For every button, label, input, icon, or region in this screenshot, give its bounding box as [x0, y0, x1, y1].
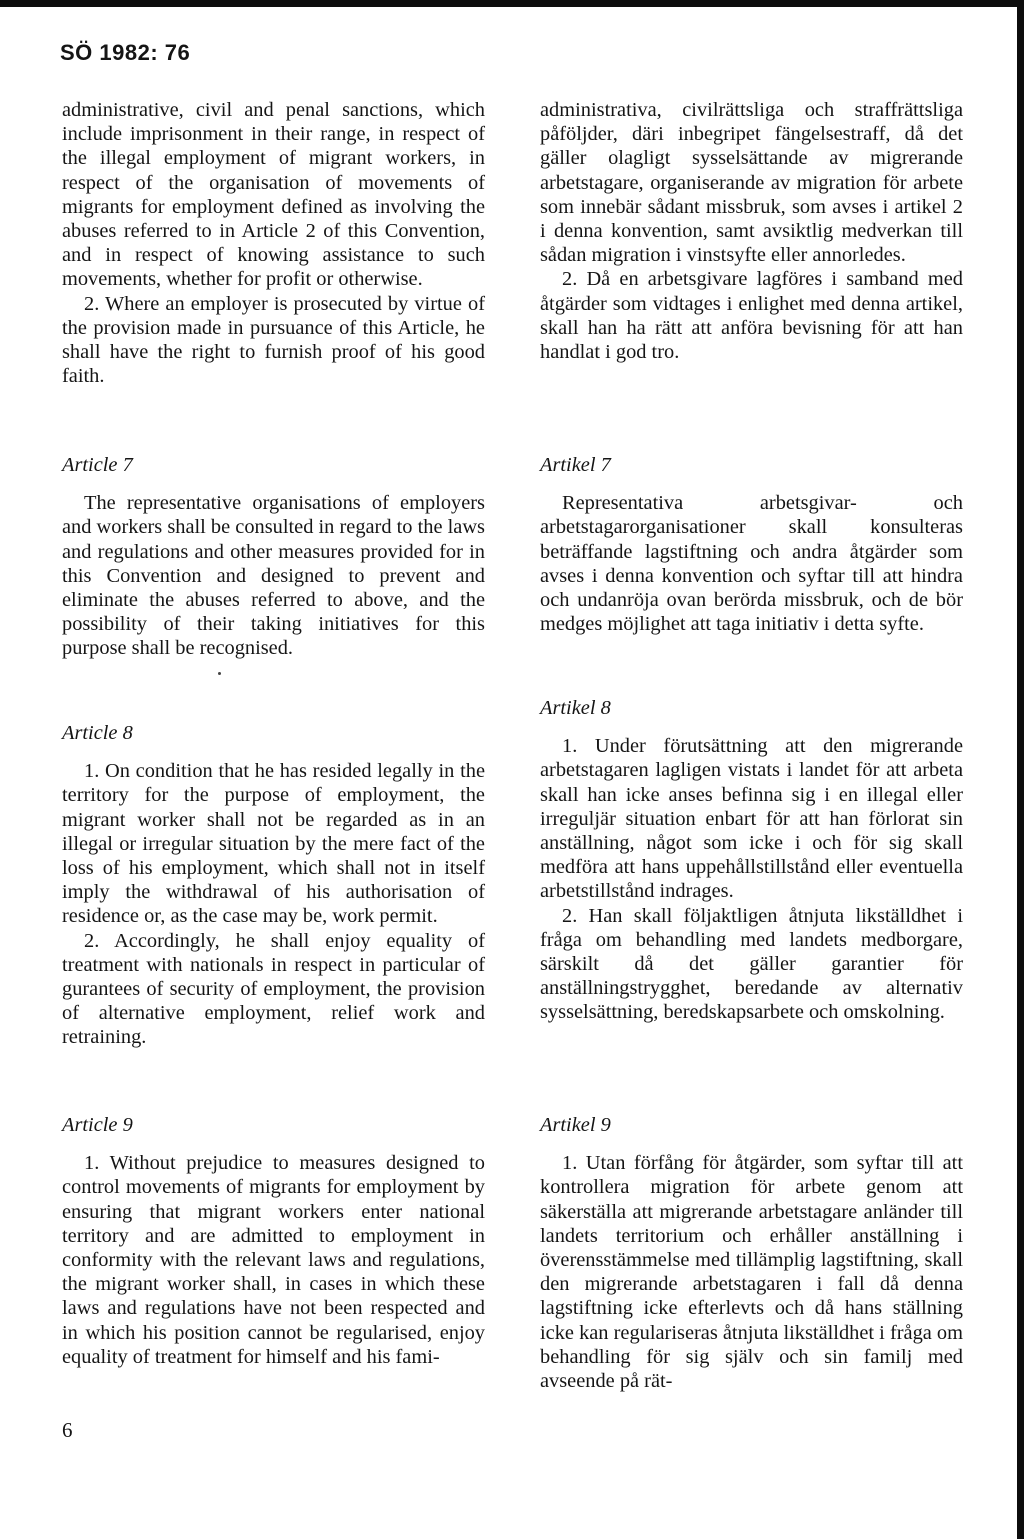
paragraph: administrativa, civilrättsliga och straffrättsliga påföljder, däri inbegripet fängelsestraff, då det gäller olagligt sysselsättande av migrerande arbetstagare, organiserande av migration för arbete som innebär sådant missbruk, som avses i artikel 2 i denna konvention, samt avsiktlig medverkan till sådan migration i vinstsyfte eller annorledes. — [540, 99, 963, 267]
artikel-9-section — [540, 1113, 963, 1393]
article-heading: Article 7 — [62, 454, 133, 476]
paragraph: 1. On condition that he has resided legally in the territory for the purpose of employment, the migrant worker shall not be regarded as in an illegal or irregular situation by the mere fact of the loss of his employment, which shall not in itself imply the withdrawal of his authorisation of residence or, as the case may be, work permit. — [62, 760, 485, 928]
paragraph: 1. Without prejudice to measures designed to control movements of migrants for employment by ensuring that migrant workers enter national territory and are admitted to employment in conformity with the relevant laws and regulations, the migrant worker shall, in cases in which these laws and regulations have not been respected and in which his position cannot be regularised, enjoy equality of treatment for himself and his fami- — [62, 1152, 485, 1368]
intro-section — [62, 98, 485, 388]
page-number: 6 — [62, 1418, 73, 1442]
paragraph: administrative, civil and penal sanctions, which include imprisonment in their range, in respect of the illegal employment of migrant workers, in respect of the organisation of movements of migrants for employment defined as involving the abuses referred to in Article 2 of this Convention, and in respect of knowing assistance to such movements, whether for profit or otherwise. — [62, 99, 485, 291]
paragraph: 2. Han skall följaktligen åtnjuta likställdhet i fråga om behandling med landets medborgare, särskilt då det gäller garantier för anställningstrygghet, beredande av alternativ sysselsättning, beredskapsarbete och omskolning. — [540, 904, 963, 1024]
article-heading: Artikel 8 — [540, 697, 611, 719]
article-heading: Article 8 — [62, 722, 133, 744]
article-heading: Artikel 9 — [540, 1114, 611, 1136]
article-9-section — [62, 1113, 485, 1369]
article-8-section — [62, 721, 485, 1050]
paragraph: 2. Where an employer is prosecuted by virtue of the provision made in pursuance of this Article, he shall have the right to furnish proof of his good faith. — [62, 292, 485, 388]
paragraph: 1. Utan förfång för åtgärder, som syftar till att kontrollera migration för arbete genom att säkerställa att migrerande arbetstagare anländer till landets territorium och erhåller anställning i överensstämmelse med tillämplig lagstiftning, skall den migrerande arbetstagaren i fall då denna lagstiftning icke efterlevts och då hans ställning icke kan regulariseras åtnjuta likställdhet i fråga om behandling för sig själv och sin familj med avseende på rät- — [540, 1152, 963, 1393]
document-reference: SÖ 1982: 76 — [60, 40, 191, 65]
artikel-7-section — [540, 453, 963, 636]
scan-speck — [218, 672, 221, 675]
paragraph: 2. Accordingly, he shall enjoy equality of treatment with nationals in respect in particular of gurantees of security of employment, the provision of alternative employment, relief work and retraining. — [62, 929, 485, 1049]
intro-section — [540, 98, 963, 364]
paragraph: 1. Under förutsättning att den migrerande arbetstagaren lagligen vistats i landet för att arbeta skall han icke anses befinna sig i en illegal eller irreguljär situation enbart för att han förlorat sin anställning, något som icke i och för sig skall medföra att hans uppehållstillstånd eller eventuella arbetstillstånd indrages. — [540, 735, 963, 903]
paragraph: 2. Då en arbetsgivare lagföres i samband med åtgärder som vidtages i enlighet med denna artikel, skall han ha rätt att anföra bevisning för att han handlat i god tro. — [540, 268, 963, 364]
article-7-section — [62, 453, 485, 661]
scan-right-border — [1017, 0, 1024, 1539]
scan-top-border — [0, 0, 1024, 7]
article-heading: Artikel 7 — [540, 454, 611, 476]
paragraph: The representative organisations of employers and workers shall be consulted in regard to the laws and regulations and other measures provided for in this Convention and designed to prevent and eliminate the abuses referred to above, and the possibility of their taking initiatives for this purpose shall be recognised. — [62, 492, 485, 660]
paragraph: Representativa arbetsgivar- och arbetstagarorganisationer skall konsulteras beträffande lagstiftning och andra åtgärder som avses i denna konvention och syftar till att hindra och undanröja ovan berörda missbruk, och de bör medges möjlighet att taga initiativ i detta syfte. — [540, 492, 963, 636]
article-heading: Article 9 — [62, 1114, 133, 1136]
artikel-8-section — [540, 696, 963, 1025]
